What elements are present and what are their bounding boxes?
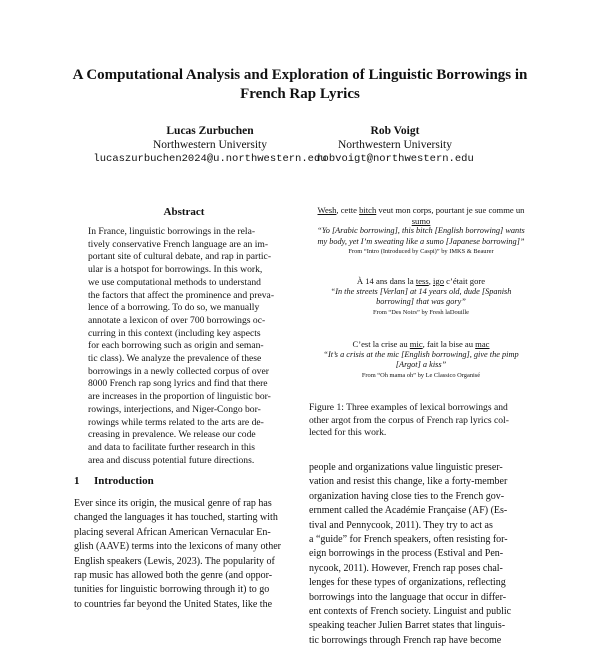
- paper-title: [60, 66, 540, 104]
- body-line: ent contexts of French society. Linguist and public: [309, 606, 512, 618]
- french-lyric: [305, 276, 537, 287]
- borrowing-word: bitch: [359, 205, 377, 215]
- lyric-text: veut mon corps, pourtant je sue comme un: [376, 205, 525, 215]
- lyric-text: c’était gore: [444, 276, 486, 286]
- figure-example-2: [305, 276, 537, 317]
- abstract-line: rowings, interjections, and Niger-Congo bor-: [88, 403, 261, 415]
- author-affiliation: Northwestern University: [337, 139, 453, 151]
- author-email[interactable]: robvoigt@northwestern.edu: [316, 153, 474, 165]
- abstract-line: are increases in the proportion of linguistic bor-: [88, 391, 271, 403]
- section-heading-introduction: [74, 475, 154, 487]
- abstract-line: borrowings in a newly collected corpus of over: [88, 365, 269, 377]
- body-line: vation and resist this change, like a forty-member: [309, 476, 508, 488]
- body-line: tic borrowings through French rap have become: [309, 634, 502, 646]
- body-line: lenges for these types of organizations, reflecting: [309, 577, 506, 589]
- body-line: glish (AAVE) terms into the lexicons of many other: [74, 541, 282, 553]
- author-affiliation: Northwestern University: [152, 139, 268, 151]
- figure-example-1: [305, 205, 537, 256]
- english-gloss-line: “It’s a crisis at the mic [English borrowing], give the pimp: [323, 349, 519, 359]
- abstract-line: portant site of cultural debate, and rap in partic-: [88, 251, 272, 263]
- abstract-line: the factors that affect the prominence and preva-: [88, 289, 275, 301]
- english-gloss-line: [Argot] a kiss”: [395, 360, 447, 369]
- borrowing-word: sumo: [411, 215, 431, 226]
- figure-example-3: [305, 339, 537, 380]
- french-lyric: [305, 339, 537, 350]
- body-line: speaking teacher Julien Barret states that linguis-: [309, 620, 506, 632]
- section-title: Introduction: [94, 475, 154, 487]
- borrowing-word: tess: [415, 276, 429, 286]
- body-line: ernment called the Académie Française (AF) (Es-: [309, 505, 508, 517]
- lyric-source: From “Oh mama oh” by Le Classico Organisé: [361, 371, 481, 379]
- abstract-line: rowings while terms related to the arts are de-: [88, 416, 264, 428]
- figure-caption: [309, 402, 531, 440]
- abstract-line: ular is a hotspot for borrowings. In this work,: [88, 264, 263, 276]
- abstract-body: [88, 226, 280, 467]
- author-name: Lucas Zurbuchen: [166, 125, 254, 137]
- author-name: Rob Voigt: [370, 125, 420, 137]
- body-line: organization having close ties to the French gov-: [309, 490, 505, 502]
- body-line: nycook, 2011). However, French rap poses chal-: [309, 562, 503, 574]
- body-line: people and organizations value linguistic preser-: [309, 462, 503, 473]
- lyric-text: , cette: [336, 205, 360, 215]
- body-line: borrowings into the language that occur in differ-: [309, 591, 507, 603]
- section-number: 1: [74, 475, 80, 487]
- abstract-line: and data to facilitate further research in this: [88, 441, 256, 453]
- borrowing-word: igo: [433, 276, 445, 286]
- caption-line: other argot from the corpus of French rap lyrics col-: [309, 414, 509, 426]
- body-line: tunities for linguistic borrowing through it) to go: [74, 584, 270, 596]
- body-line: tival and Pennycook, 2011). They try to act as: [309, 519, 493, 531]
- abstract-line: creasing in prevalence. We release our code: [88, 429, 256, 441]
- abstract-line: tic class). We analyze the prevalence of these: [88, 353, 262, 365]
- english-gloss-line: my body, yet I’m sweating like a sumo [Japanese borrowing]”: [317, 236, 525, 246]
- lyric-text: À 14 ans dans la: [356, 276, 416, 286]
- french-lyric: [305, 205, 537, 216]
- abstract-line: 8000 French rap song lyrics and find that there: [88, 378, 268, 390]
- abstract-line: for each borrowing such as origin and seman-: [88, 340, 264, 352]
- lyric-source: From “Intro (Introduced by Caspi)” by IMKS & Beaurer: [348, 248, 494, 255]
- borrowing-word: mic: [409, 339, 423, 349]
- english-gloss-line: “Yo [Arabic borrowing], this bitch [English borrowing] wants: [317, 226, 525, 235]
- lyric-text: ,: [428, 276, 434, 286]
- author-block-2: [270, 124, 520, 166]
- caption-line: Figure 1: Three examples of lexical borrowings and: [309, 402, 508, 413]
- body-line: a “guide” for French speakers, often resisting for-: [309, 534, 508, 546]
- abstract-line: area and discuss potential future directions.: [88, 454, 255, 466]
- right-column-body: [309, 461, 531, 648]
- lyric-text: , fait la bise au: [422, 339, 476, 349]
- body-line: placing several African American Vernacular En-: [74, 526, 271, 538]
- abstract-heading: Abstract: [163, 206, 205, 218]
- body-line: rap music has allowed both the genre (and oppor-: [74, 570, 273, 582]
- caption-line: lected for this work.: [309, 427, 387, 439]
- abstract-line: In France, linguistic borrowings in the rela-: [88, 226, 256, 237]
- abstract-line: annotate a lexicon of over 700 borrowings oc-: [88, 314, 266, 326]
- body-line: changed the languages it has touched, starting with: [74, 512, 278, 524]
- borrowing-word: mac: [475, 339, 490, 349]
- body-line: Ever since its origin, the musical genre of rap has: [74, 498, 272, 509]
- english-gloss-line: “In the streets [Verlan] at 14 years old, dude [Spanish: [330, 286, 512, 296]
- french-lyric-line-2: [305, 216, 537, 227]
- body-line: eign borrowings in the process (Estival and Pen-: [309, 548, 504, 560]
- introduction-body: [74, 497, 296, 612]
- author-email[interactable]: lucaszurbuchen2024@u.northwestern.edu: [93, 153, 327, 165]
- borrowing-word: Wesh: [317, 205, 337, 215]
- abstract-line: we use computational methods to understand: [88, 276, 261, 288]
- lyric-text: C’est la crise au: [352, 339, 410, 349]
- english-gloss-line: borrowing] that was gory”: [376, 297, 466, 306]
- lyric-source: From “Des Noirs” by Fresh laDouille: [372, 308, 470, 316]
- abstract-line: lence of a borrowing. To do so, we manually: [88, 302, 260, 314]
- title-line-2: French Rap Lyrics: [240, 86, 360, 102]
- abstract-line: curring in this context (including key aspects: [88, 327, 261, 339]
- title-line-1: A Computational Analysis and Exploration of Linguistic Borrowings in: [72, 67, 528, 83]
- body-line: to countries far beyond the United States, like the: [74, 598, 273, 610]
- abstract-line: tively conservative French language are an im-: [88, 238, 269, 250]
- body-line: English speakers (Lewis, 2023). The popularity of: [74, 555, 275, 567]
